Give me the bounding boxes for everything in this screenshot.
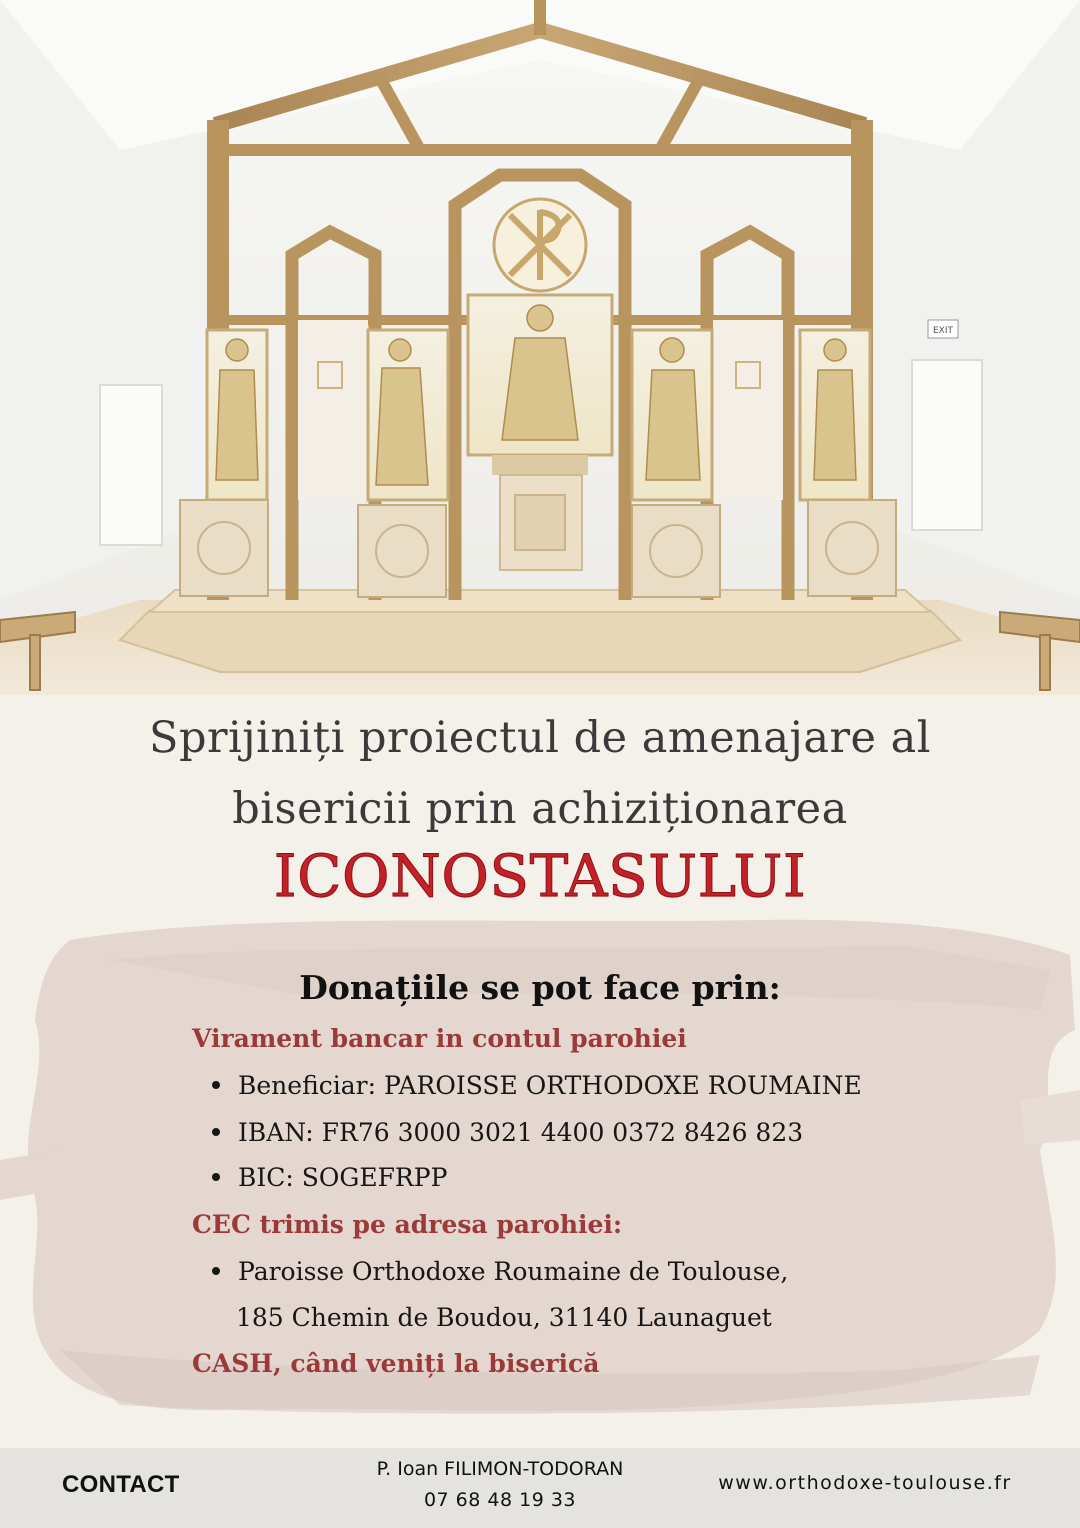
iban-text: IBAN: FR76 3000 3021 4400 0372 8426 823 <box>238 1118 804 1147</box>
bullet-icon <box>212 1173 220 1181</box>
list-item <box>212 1257 788 1286</box>
footer <box>0 1448 1080 1528</box>
bullet-icon <box>212 1267 220 1275</box>
headline-emphasis: ICONOSTASULUI <box>273 842 807 910</box>
contact-name: P. Ioan FILIMON-TODORAN <box>376 1458 624 1480</box>
contact-label: CONTACT <box>62 1471 180 1498</box>
website-link[interactable]: www.orthodoxe-toulouse.fr <box>718 1472 1012 1494</box>
cash-heading: CASH, când veniți la biserică <box>192 1349 600 1378</box>
contact-phone[interactable]: 07 68 48 19 33 <box>423 1489 577 1511</box>
headline-line-1: Sprijiniți proiectul de amenajare al <box>148 713 932 763</box>
bullet-icon <box>212 1128 220 1136</box>
bank-transfer-heading: Virament bancar in contul parohiei <box>192 1024 687 1053</box>
iconostasis-rendering <box>0 0 1080 695</box>
address-line-1: Paroisse Orthodoxe Roumaine de Toulouse, <box>238 1257 789 1286</box>
cheque-heading: CEC trimis pe adresa parohiei: <box>192 1210 623 1239</box>
headline-line-2: bisericii prin achiziționarea <box>232 784 848 834</box>
list-item <box>212 1071 862 1100</box>
beneficiary-text: Beneficiar: PAROISSE ORTHODOXE ROUMAINE <box>238 1071 862 1100</box>
address-line-2: 185 Chemin de Boudou, 31140 Launaguet <box>236 1303 772 1332</box>
donations-title: Donațiile se pot face prin: <box>299 968 781 1007</box>
bullet-icon <box>212 1081 220 1089</box>
list-item <box>212 1118 803 1147</box>
list-item <box>212 1163 447 1192</box>
exit-sign: EXIT <box>932 326 954 336</box>
iconostasis-illustration <box>0 0 1080 695</box>
bic-text: BIC: SOGEFRPP <box>238 1163 448 1192</box>
